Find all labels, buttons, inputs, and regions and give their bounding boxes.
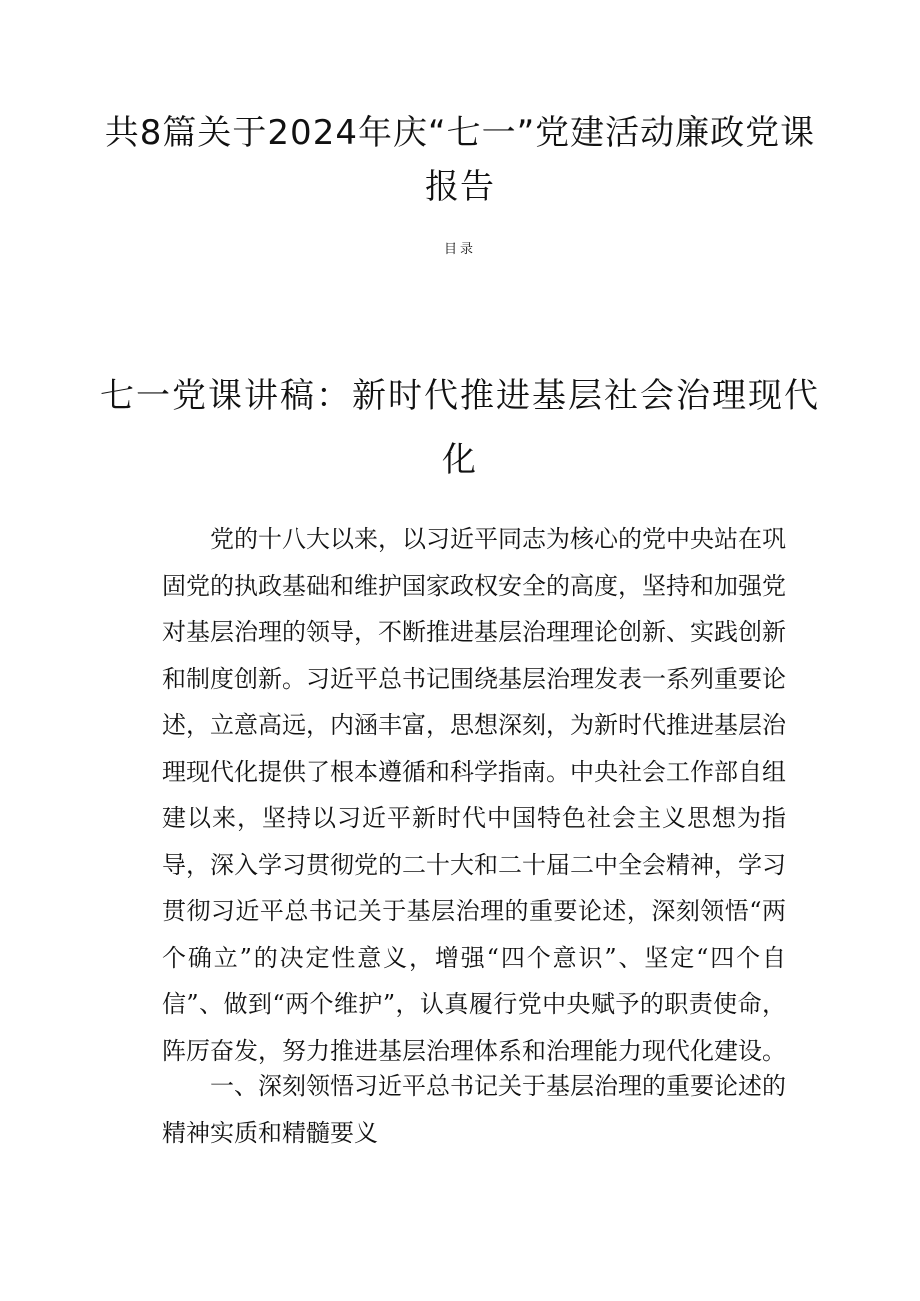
section-title: 七一党课讲稿：新时代推进基层社会治理现代化 (100, 376, 820, 480)
document-title: 共8篇关于2024年庆“七一”党建活动廉政党课报告 (104, 113, 816, 207)
toc-label: 目录 (443, 242, 476, 257)
body-paragraph: 党的十八大以来，以习近平同志为核心的党中央站在巩固党的执政基础和维护国家政权安全的高度，坚持和加强党对基层治理的领导，不断推进基层治理理论创新、实践创新和制度创新。习近平总书记围绕基层治理发表一系列重要论述，立意高远，内涵丰富，思想深刻，为新时代推进基层治理现代化提供了根本遵循和科学指南。中央社会工作部自组建以来，坚持以习近平新时代中国特色社会主义思想为指导，深入学习贯彻党的二十大和二十届二中全会精神，学习贯彻习近平总书记关于基层治理的重要论述，深刻领悟“两个确立”的决定性意义，增强“四个意识”、坚定“四个自信”、做到“两个维护”，认真履行党中央赋予的职责使命，阵厉奋发，努力推进基层治理体系和治理能力现代化建设。 (162, 525, 786, 1065)
section-heading-paragraph: 一、深刻领悟习近平总书记关于基层治理的重要论述的精神实质和精髓要义 (162, 1072, 786, 1147)
